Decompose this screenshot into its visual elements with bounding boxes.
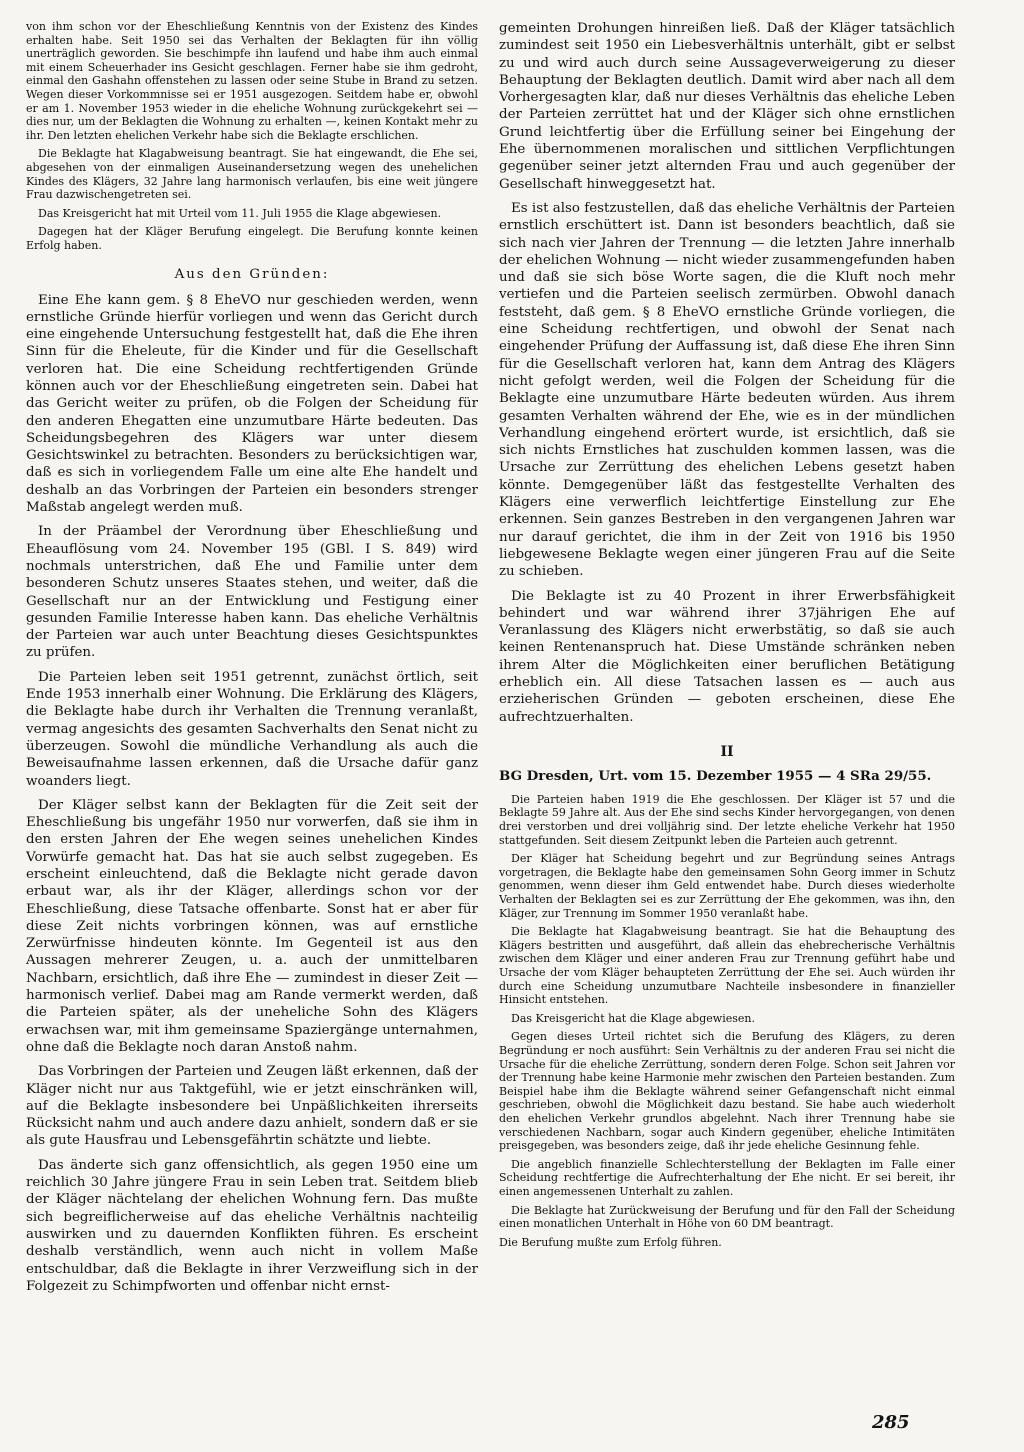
- paragraph: Die Parteien haben 1919 die Ehe geschlossen. Der Kläger ist 57 und die Beklagte 59 Jahre alt. Aus der Ehe sind sechs Kinder hervorgegangen, von denen drei verstorben und drei volljährig sind. Der letzte eheliche Verkehr hat 1950 stattgefunden. Seit diesem Zeitpunkt leben die Parteien auch getrennt.: [499, 792, 955, 847]
- paragraph: Das änderte sich ganz offensichtlich, als gegen 1950 eine um reichlich 30 Jahre jüngere Frau in sein Leben trat. Seitdem blieb der Kläger nächtelang der ehelichen Wohnung fern. Das mußte sich begreiflicherweise auf das eheliche Verhältnis nachteilig auswirken und zu dauernden Konflikten führen. Es erscheint deshalb verständlich, wenn auch nicht in vollem Maße entschuldbar, daß die Beklagte in ihrer Verzweiflung sich in der Folgezeit zu Schimpfworten und offenbar nicht ernst-: [26, 1157, 478, 1294]
- paragraph: Die Berufung mußte zum Erfolg führen.: [499, 1235, 722, 1249]
- paragraph: Gegen dieses Urteil richtet sich die Berufung des Klägers, zu deren Begründung er noch ausführt: Sein Verhältnis zu der anderen Frau sei nicht die Ursache für die eheliche Zerrüttung, sondern deren Folge. Schon seit Jahren vor der Trennung habe keine Harmonie mehr zwischen den Parteien bestanden. Zum Beispiel habe ihm die Beklagte während seiner Gefangenschaft nicht einmal geschrieben, obwohl die Möglichkeit dazu bestand. Sie habe auch wiederholt den ehelichen Verkehr grundlos abgelehnt. Nach ihrer Trennung habe sie verschiedenen Nachbarn, sogar auch Kindern gegenüber, eheliche Intimitäten preisgegeben, was besonders zeige, daß ihr jede eheliche Gesinnung fehle.: [499, 1030, 955, 1153]
- paragraph: Dagegen hat der Kläger Berufung eingelegt. Die Berufung konnte keinen Erfolg haben.: [26, 225, 478, 252]
- page-number: 285: [872, 1412, 910, 1433]
- paragraph: Eine Ehe kann gem. § 8 EheVO nur geschieden werden, wenn ernstliche Gründe hierfür vorliegen und wenn das Gericht durch eine eingehende Untersuchung festgestellt hat, daß die Ehe ihren Sinn für die Eheleute, für die Kinder und für die Gesellschaft verloren hat. Die eine Scheidung rechtfertigenden Gründe können auch vor der Eheschließung eingetreten sein. Dabei hat das Gericht weiter zu prüfen, ob die Folgen der Scheidung für den anderen Ehegatten eine unzumutbare Härte bedeuten. Das Scheidungsbegehren des Klägers war unter diesem Gesichtswinkel zu betrachten. Besonders zu berücksichtigen war, daß es sich in vorliegendem Falle um eine alte Ehe handelt und deshalb an das Vorbringen der Parteien ein besonders strenger Maßstab angelegt werden muß.: [26, 292, 478, 516]
- paragraph: Es ist also festzustellen, daß das eheliche Verhältnis der Parteien ernstlich erschüttert ist. Dann ist besonders beachtlich, daß sie sich nach vier Jahren der Trennung — die letzten Jahre innerhalb der ehelichen Wohnung — nicht wieder zusammengefunden haben und daß sie sich böse Worte sagen, die die Kluft noch mehr vertiefen und die Parteien seelisch zermürben. Obwohl danach feststeht, daß gem. § 8 EheVO ernstliche Gründe vorliegen, die eine Scheidung rechtfertigen, und obwohl der Senat nach eingehender Prüfung der Auffassung ist, daß diese Ehe ihren Sinn für die Gesellschaft verloren hat, kann dem Antrag des Klägers nicht gefolgt werden, weil die Folgen der Scheidung für die Beklagte eine unzumutbare Härte bedeuten würden. Aus ihrem gesamten Verhalten während der Ehe, wie es in der mündlichen Verhandlung eingehend erörtert wurde, ist ersichtlich, daß sie sich nichts Ernstliches hat zuschulden kommen lassen, was die Ursache zur Zerrüttung des ehelichen Lebens gesetzt haben könnte. Demgegenüber läßt das festgestellte Verhalten des Klägers eine verwerflich leichtfertige Einstellung zur Ehe erkennen. Sein ganzes Bestreben in den vergangenen Jahren war nur darauf gerichtet, die ihm in der Zeit von 1916 bis 1950 liebgewesene Beklagte wegen einer jüngeren Frau auf die Seite zu schieben.: [499, 200, 955, 580]
- paragraph: Die Beklagte hat Klagabweisung beantragt. Sie hat eingewandt, die Ehe sei, abgesehen von der einmaligen Auseinandersetzung wegen des unehelichen Kindes des Klägers, 32 Jahre lang harmonisch verlaufen, bis eine weit jüngere Frau dazwischengetreten sei.: [26, 147, 478, 202]
- paragraph: Die Beklagte ist zu 40 Prozent in ihrer Erwerbsfähigkeit behindert und war während ihrer 37jährigen Ehe auf Veranlassung des Klägers nicht erwerbstätig, so daß sie auch keinen Rentenanspruch hat. Diese Umstände schränken neben ihrem Alter die Möglichkeiten einer beruflichen Betätigung erheblich ein. All diese Tatsachen lassen es — auch aus erzieherischen Gründen — geboten erscheinen, diese Ehe aufrechtzuerhalten.: [499, 588, 955, 725]
- paragraph: Die angeblich finanzielle Schlechterstellung der Beklagten im Falle einer Scheidung rechtfertige die Aufrechterhaltung der Ehe nicht. Er sei bereit, ihr einen angemessenen Unterhalt zu zahlen.: [499, 1157, 955, 1198]
- paragraph: von ihm schon vor der Eheschließung Kenntnis von der Existenz des Kindes erhalten habe. Seit 1950 sei das Verhalten der Beklagten für ihn völlig unerträglich geworden. Sie beschimpfe ihn laufend und habe ihm auch einmal mit einem Scheuerhader ins Gesicht geschlagen. Ferner habe sie ihm gedroht, einmal den Gashahn offenstehen zu lassen oder seine Stube in Brand zu setzen. Wegen dieser Vorkommnisse sei er 1951 ausgezogen. Seitdem habe er, obwohl er am 1. November 1953 wieder in die eheliche Wohnung zurückgekehrt sei — dies nur, um der Beklagten die Wohnung zu erhalten —, keinen Kontakt mehr zu ihr. Den letzten ehelichen Verkehr habe sich die Beklagte erschlichen.: [26, 20, 478, 142]
- paragraph: Das Vorbringen der Parteien und Zeugen läßt erkennen, daß der Kläger nicht nur aus Taktgefühl, wie er jetzt einschränken will, auf die Beklagte insbesondere bei Unpäßlichkeiten ihrerseits Rücksicht nahm und auch andere dazu anhielt, sondern daß er sie als gute Hausfrau und Lebensgefährtin schätzte und liebte.: [26, 1064, 478, 1149]
- left-column: [26, 20, 478, 1412]
- paragraph: Der Kläger selbst kann der Beklagten für die Zeit seit der Eheschließung bis ungefähr 1950 nur vorwerfen, daß sie ihm in den ersten Jahren der Ehe wegen seines unehelichen Kindes Vorwürfe gemacht hat. Das hat sie auch selbst zugegeben. Es erscheint einleuchtend, daß die Beklagte nicht gerade davon erbaut war, als ihr der Kläger, allerdings schon vor der Eheschließung, diese Tatsache offenbarte. Sonst hat er aber für diese Zeit nichts vorbringen können, was auf ernstliche Zerwürfnisse hindeuten könnte. Im Gegenteil ist aus den Aussagen mehrerer Zeugen, u. a. auch der unmittelbaren Nachbarn, ersichtlich, daß ihre Ehe — zumindest in dieser Zeit — harmonisch verlief. Dabei mag am Rande vermerkt werden, daß die Parteien später, als der uneheliche Sohn des Klägers erwachsen war, mit ihm gemeinsame Spaziergänge unternahmen, ohne daß die Beklagte noch daran Anstoß nahm.: [26, 797, 478, 1055]
- section-number: II: [720, 743, 734, 760]
- paragraph: gemeinten Drohungen hinreißen ließ. Daß der Kläger tatsächlich zumindest seit 1950 ein Liebesverhältnis unterhält, gibt er selbst zu und wird auch durch seine Aussageverweigerung zu dieser Behauptung der Beklagten deutlich. Damit wird aber nach all dem Vorhergesagten klar, daß nur dieses Verhältnis das eheliche Leben der Parteien zerrüttet hat und der Kläger sich ohne ernstlichen Grund leichtfertig über die Erfüllung seiner bei Eingehung der Ehe übernommenen moralischen und sittlichen Verpflichtungen gegenüber seiner jetzt alternden Frau und auch gegenüber der Gesellschaft hinweggesetzt hat.: [499, 21, 955, 192]
- paragraph: In der Präambel der Verordnung über Eheschließung und Eheauflösung vom 24. November 195 (GBl. I S. 849) wird nochmals unterstrichen, daß Ehe und Familie unter dem besonderen Schutz unseres Staates stehen, und weiter, daß die Gesellschaft nur an der Entwicklung und Festigung einer gesunden Familie Interesse haben kann. Das eheliche Verhältnis der Parteien war auch unter Beachtung dieses Gesichtspunktes zu prüfen.: [26, 524, 478, 661]
- paragraph: Die Beklagte hat Zurückweisung der Berufung und für den Fall der Scheidung einen monatlichen Unterhalt in Höhe von 60 DM beantragt.: [499, 1203, 955, 1231]
- paragraph: Das Kreisgericht hat die Klage abgewiesen.: [511, 1011, 755, 1025]
- case-citation: BG Dresden, Urt. vom 15. Dezember 1955 — 4 SRa 29/55.: [499, 767, 932, 784]
- paragraph: Der Kläger hat Scheidung begehrt und zur Begründung seines Antrags vorgetragen, die Beklagte habe den gemeinsamen Sohn Georg immer in Schutz genommen, wenn dieser ihm Geld entwendet habe. Durch dieses wiederholte Verhalten der Beklagten sei es zur Zerrüttung der Ehe gekommen, was ihn, den Kläger, zur Trennung im Sommer 1950 veranlaßt habe.: [499, 852, 955, 920]
- paragraph: Die Parteien leben seit 1951 getrennt, zunächst örtlich, seit Ende 1953 innerhalb einer Wohnung. Die Erklärung des Klägers, die Beklagte habe durch ihr Verhalten die Trennung veranlaßt, vermag angesichts des gesamten Sachverhalts den Senat nicht zu überzeugen. Sowohl die mündliche Verhandlung als auch die Beweisaufnahme lassen erkennen, daß die Ursache dafür ganz woanders liegt.: [26, 669, 478, 789]
- paragraph: Die Beklagte hat Klagabweisung beantragt. Sie hat die Behauptung des Klägers bestritten und ausgeführt, daß allein das ehebrecherische Verhältnis zwischen dem Kläger und einer anderen Frau zur Trennung geführt habe und Ursache der vom Kläger behaupteten Zerrüttung der Ehe sei. Auch würden ihr durch eine Scheidung unzumutbare Nachteile insbesondere in finanzieller Hinsicht entstehen.: [499, 925, 955, 1007]
- right-column: [499, 20, 955, 1412]
- section-heading: Aus den Gründen:: [174, 266, 330, 282]
- paragraph: Das Kreisgericht hat mit Urteil vom 11. Juli 1955 die Klage abgewiesen.: [38, 206, 442, 220]
